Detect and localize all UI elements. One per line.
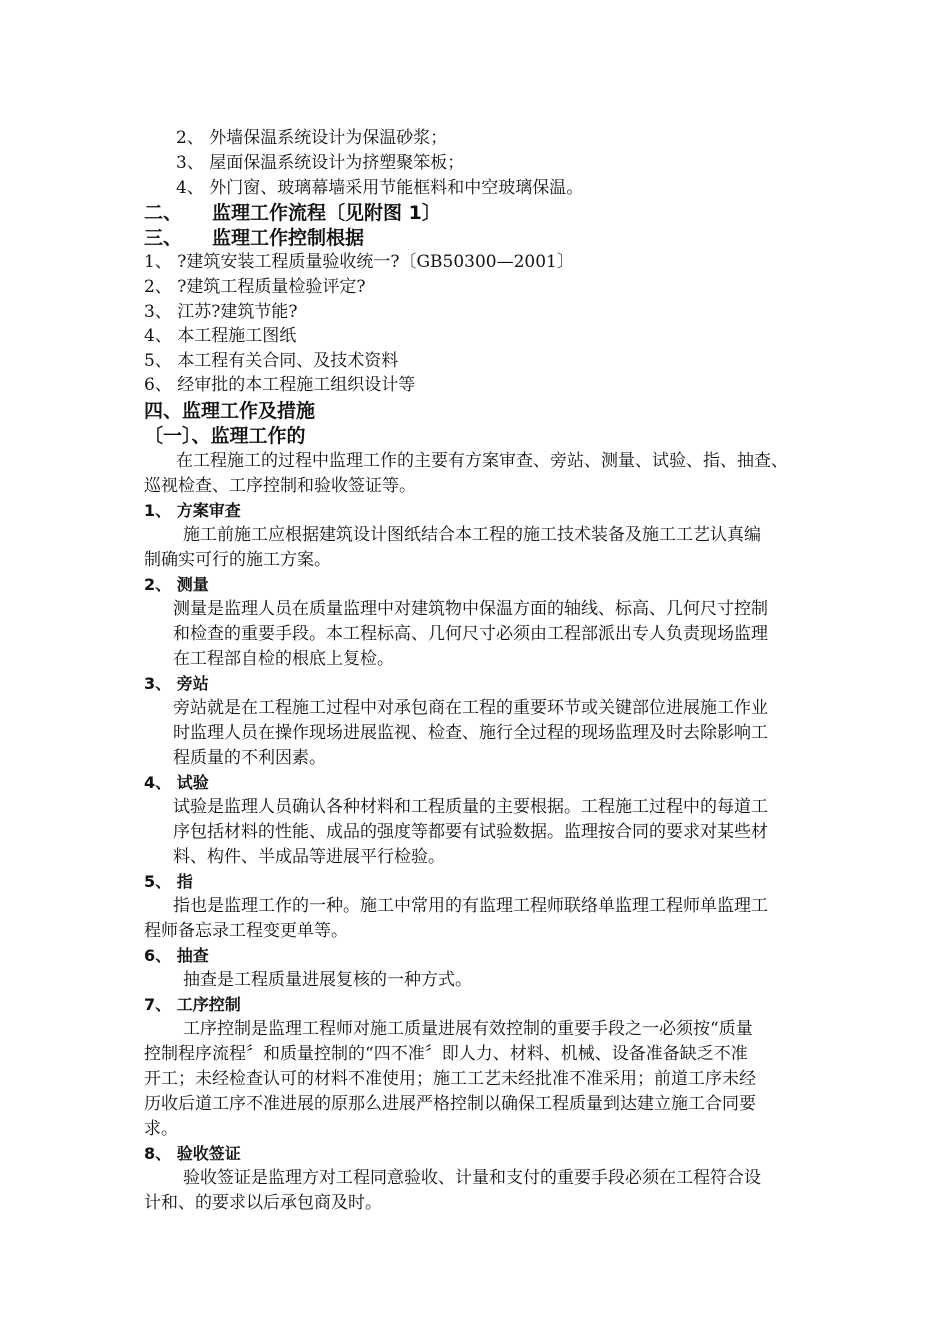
item-line: 验收签证是监理方对工程同意验收、计量和支付的重要手段必须在工程符合设 [183,1168,761,1188]
item-heading: 6、 抽查 [144,946,209,965]
item-line: 料、构件、半成品等进展平行检验。 [173,847,445,867]
basis-item: 6、 经审批的本工程施工组织设计等 [144,375,416,395]
basis-item: 3、 江苏?建筑节能? [144,302,298,322]
item-line: 测量是监理人员在质量监理中对建筑物中保温方面的轴线、标高、几何尺寸控制 [173,599,768,619]
item-heading: 5、 指 [144,872,193,891]
item-line: 计和、的要求以后承包商及时。 [144,1193,382,1213]
item-heading: 4、 试验 [144,773,209,792]
item-line: 指也是监理工作的一种。施工中常用的有监理工程师联络单监理工程师单监理工 [173,896,768,916]
item-line: 时监理人员在操作现场进展监视、检查、施行全过程的现场监理及时去除影响工 [173,723,768,743]
item-heading: 2、 测量 [144,575,209,594]
section-number: 二、 [144,202,183,224]
item-heading: 7、 工序控制 [144,995,241,1014]
intro-item: 2、 外墙保温系统设计为保温砂浆； [176,128,448,148]
item-line: 施工前施工应根据建筑设计图纸结合本工程的施工技术装备及施工工艺认真编 [183,525,761,545]
item-line: 控制程序流程〞和质量控制的“四不准〞即人力、材料、机械、设备准备缺乏不准 [144,1044,748,1064]
item-line: 在工程部自检的根底上复检。 [173,649,394,669]
item-line: 和检查的重要手段。本工程标高、几何尺寸必须由工程部派出专人负责现场监理 [173,624,768,644]
item-heading: 1、 方案审查 [144,501,241,520]
paragraph-line: 在工程施工的过程中监理工作的主要有方案审查、旁站、测量、试验、指、抽查、 [176,451,788,471]
intro-item: 4、 外门窗、玻璃幕墙采用节能框料和中空玻璃保温。 [176,178,584,198]
item-line: 开工；未经检查认可的材料不准使用；施工工艺未经批准不准采用；前道工序未经 [144,1069,756,1089]
item-line: 制确实可行的施工方案。 [144,550,331,570]
section-heading [144,226,364,250]
paragraph-line: 巡视检查、工序控制和验收签证等。 [144,476,416,496]
item-heading: 8、 验收签证 [144,1144,241,1163]
item-line: 求。 [144,1119,178,1139]
section-heading [144,201,441,225]
item-heading: 3、 旁站 [144,674,209,693]
section-heading: 四、监理工作及措施 [144,400,316,422]
item-line: 工序控制是监理工程师对施工质量进展有效控制的重要手段之一必须按“质量 [183,1019,753,1039]
section-number: 三、 [144,227,183,249]
section-title: 监理工作流程〔见附图 1〕 [212,202,441,224]
item-line: 序包括材料的性能、成品的强度等都要有试验数据。监理按合同的要求对某些材 [173,822,768,842]
item-line: 程质量的不利因素。 [173,748,326,768]
basis-item: 1、 ?建筑安装工程质量验收统一?〔GB50300—2001〕 [144,252,574,272]
basis-item: 2、 ?建筑工程质量检验评定? [144,277,366,297]
basis-item: 5、 本工程有关合同、及技术资料 [144,351,399,371]
basis-item: 4、 本工程施工图纸 [144,326,297,346]
item-line: 抽查是工程质量进展复核的一种方式。 [183,970,472,990]
item-line: 程师备忘录工程变更单等。 [144,921,348,941]
section-title: 监理工作控制根据 [212,227,365,249]
item-line: 旁站就是在工程施工过程中对承包商在工程的重要环节或关键部位进展施工作业 [173,698,768,718]
item-line: 试验是监理人员确认各种材料和工程质量的主要根据。工程施工过程中的每道工 [173,797,768,817]
subsection-heading: 〔一〕、监理工作的 [144,425,306,447]
intro-item: 3、 屋面保温系统设计为挤塑聚笨板； [176,153,465,173]
item-line: 历收后道工序不准进展的原那么进展严格控制以确保工程质量到达建立施工合同要 [144,1094,756,1114]
